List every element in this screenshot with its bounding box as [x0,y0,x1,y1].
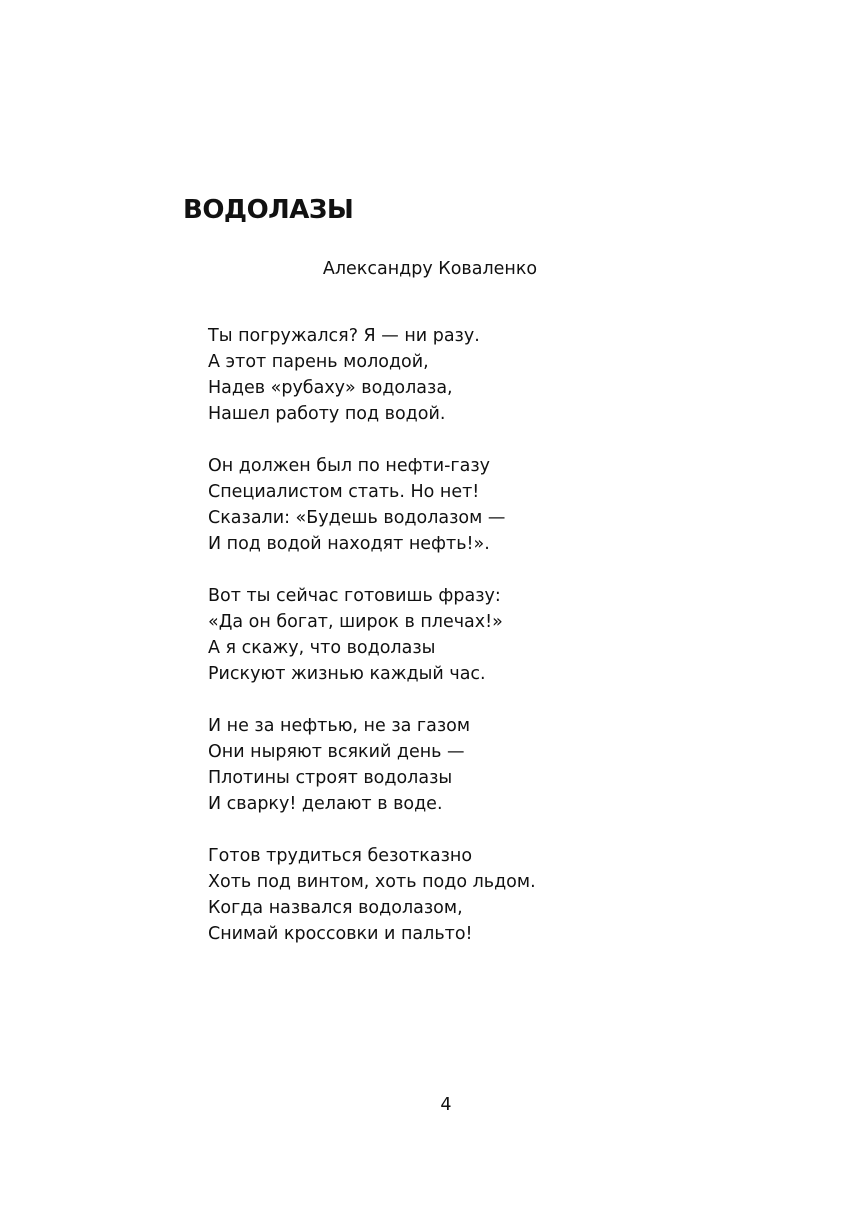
poem-line: А этот парень молодой, [208,352,429,372]
poem-title: ВОДОЛАЗЫ [183,195,354,225]
poem-line: И под водой находят нефть!». [208,534,490,554]
poem-dedication: Александру Коваленко [322,259,538,279]
stanza-3 [208,583,768,687]
poem-line: Снимай кроссовки и пальто! [208,924,473,944]
stanza-2 [208,453,768,557]
page-number: 4 [440,1095,452,1115]
poem-line: «Да он богат, широк в плечах!» [208,612,503,632]
poem-line: Он должен был по нефти-газу [208,456,491,476]
poem-line: И сварку! делают в воде. [208,794,443,814]
poem-line: Надев «рубаху» водолаза, [208,378,453,398]
poem-line: Ты погружался? Я — ни разу. [208,326,480,346]
poem-line: Вот ты сейчас готовишь фразу: [208,586,501,606]
poem-line: Нашел работу под водой. [208,404,446,424]
poem-body [208,323,768,973]
poem-line: Готов трудиться безотказно [208,846,473,866]
poem-line: Хоть под винтом, хоть подо льдом. [208,872,536,892]
poem-line: А я скажу, что водолазы [208,638,436,658]
poem-line: Они ныряют всякий день — [208,742,465,762]
stanza-1 [208,323,768,427]
poem-line: Рискуют жизнью каждый час. [208,664,486,684]
stanza-5 [208,843,768,947]
stanza-4 [208,713,768,817]
poem-line: Когда назвался водолазом, [208,898,463,918]
poem-line: Плотины строят водолазы [208,768,453,788]
poem-line: И не за нефтью, не за газом [208,716,471,736]
poem-line: Сказали: «Будешь водолазом — [208,508,506,528]
poem-line: Специалистом стать. Но нет! [208,482,480,502]
